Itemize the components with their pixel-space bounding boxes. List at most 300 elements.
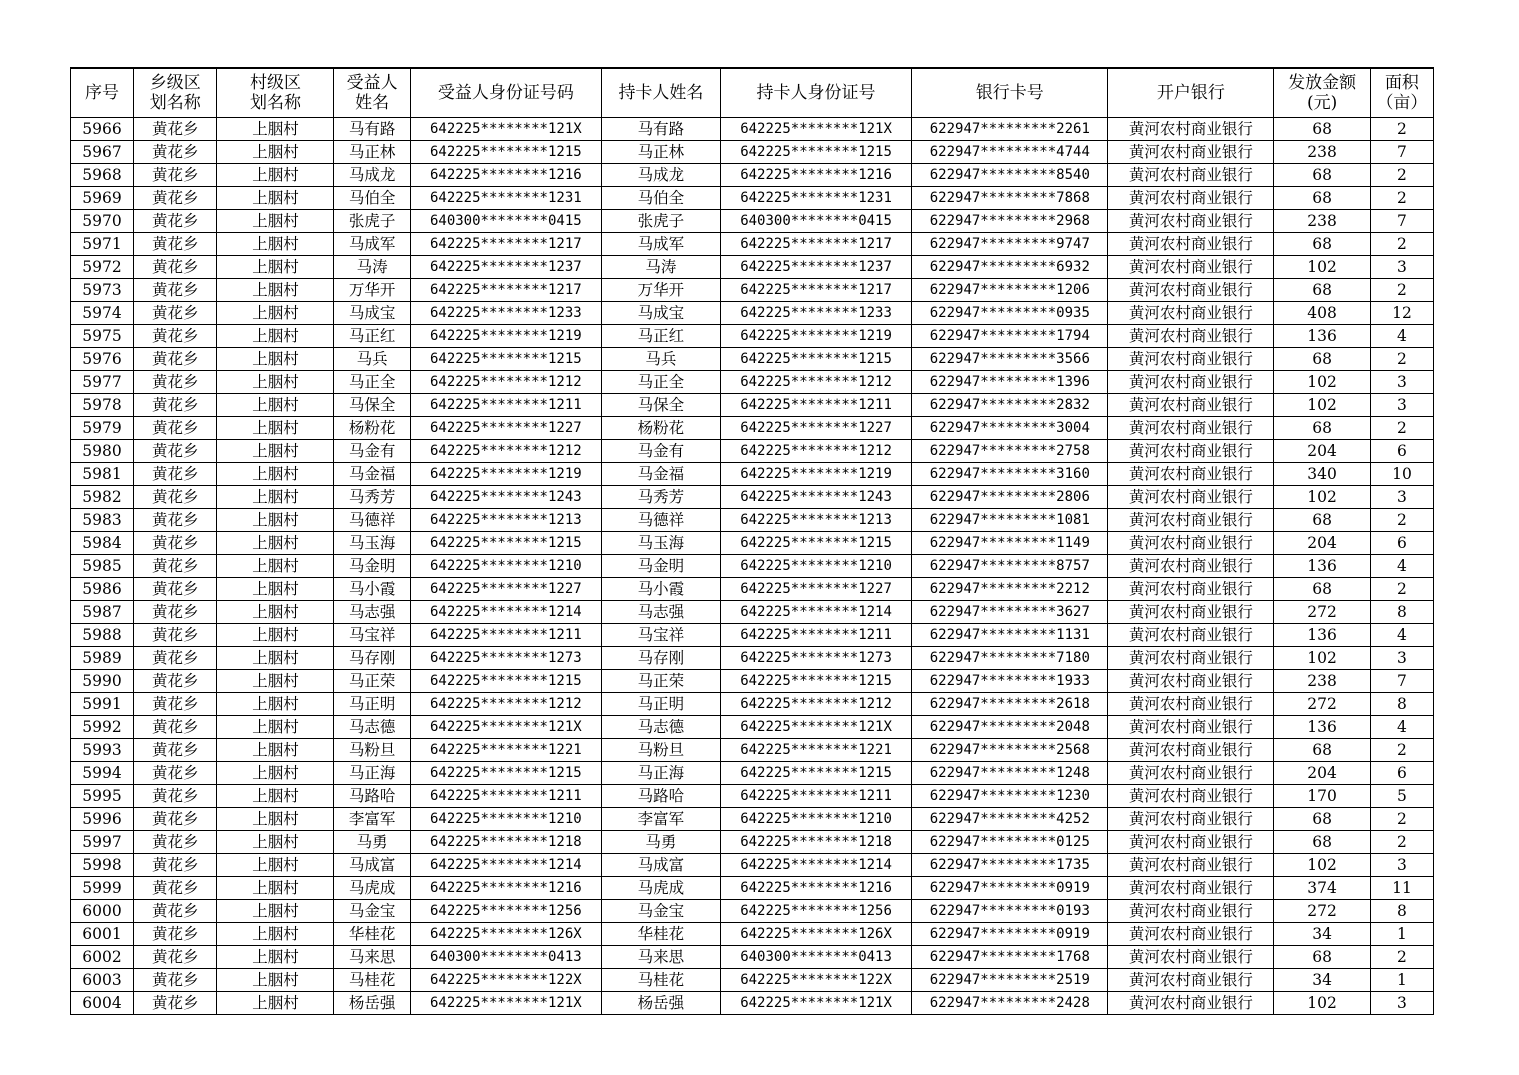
cell-area: 8	[1370, 601, 1433, 624]
table-row	[71, 624, 1434, 647]
cell-index: 5966	[71, 118, 134, 141]
cell-cardholder-id: 642225********1243	[720, 486, 911, 509]
cell-index: 5977	[71, 371, 134, 394]
table-row	[71, 233, 1434, 256]
cell-beneficiary-name: 马有路	[334, 118, 410, 141]
cell-beneficiary-name: 马正红	[334, 325, 410, 348]
cell-cardholder-name: 马成龙	[601, 164, 720, 187]
cell-bank: 黄河农村商业银行	[1108, 762, 1274, 785]
cell-township: 黄花乡	[134, 647, 217, 670]
cell-cardholder-name: 马来思	[601, 946, 720, 969]
cell-cardholder-name: 马金有	[601, 440, 720, 463]
cell-bank-card: 622947*********2832	[912, 394, 1108, 417]
cell-beneficiary-id: 642225********1233	[410, 302, 601, 325]
cell-township: 黄花乡	[134, 555, 217, 578]
cell-beneficiary-id: 642225********1218	[410, 831, 601, 854]
cell-township: 黄花乡	[134, 785, 217, 808]
cell-amount: 136	[1274, 325, 1371, 348]
cell-bank: 黄河农村商业银行	[1108, 785, 1274, 808]
cell-township: 黄花乡	[134, 716, 217, 739]
cell-bank-card: 622947*********3004	[912, 417, 1108, 440]
cell-bank-card: 622947*********0919	[912, 923, 1108, 946]
cell-index: 5987	[71, 601, 134, 624]
cell-bank: 黄河农村商业银行	[1108, 716, 1274, 739]
cell-township: 黄花乡	[134, 946, 217, 969]
cell-township: 黄花乡	[134, 509, 217, 532]
cell-bank-card: 622947*********2758	[912, 440, 1108, 463]
cell-cardholder-id: 642225********1221	[720, 739, 911, 762]
cell-beneficiary-name: 马涛	[334, 256, 410, 279]
cell-amount: 68	[1274, 946, 1371, 969]
cell-amount: 68	[1274, 578, 1371, 601]
cell-index: 5974	[71, 302, 134, 325]
cell-cardholder-name: 马勇	[601, 831, 720, 854]
cell-beneficiary-name: 马正全	[334, 371, 410, 394]
cell-area: 7	[1370, 670, 1433, 693]
cell-village: 上胭村	[217, 532, 334, 555]
table-row	[71, 877, 1434, 900]
cell-beneficiary-id: 642225********1211	[410, 785, 601, 808]
cell-area: 3	[1370, 394, 1433, 417]
cell-village: 上胭村	[217, 647, 334, 670]
cell-bank-card: 622947*********1131	[912, 624, 1108, 647]
cell-township: 黄花乡	[134, 233, 217, 256]
cell-beneficiary-id: 642225********122X	[410, 969, 601, 992]
cell-bank: 黄河农村商业银行	[1108, 463, 1274, 486]
cell-cardholder-id: 642225********1211	[720, 624, 911, 647]
table-row	[71, 670, 1434, 693]
cell-beneficiary-id: 642225********1217	[410, 279, 601, 302]
cell-cardholder-id: 642225********122X	[720, 969, 911, 992]
cell-index: 6003	[71, 969, 134, 992]
col-header-township: 乡级区 划名称	[134, 68, 217, 118]
cell-cardholder-name: 马德祥	[601, 509, 720, 532]
cell-township: 黄花乡	[134, 969, 217, 992]
cell-bank: 黄河农村商业银行	[1108, 900, 1274, 923]
cell-cardholder-name: 李富军	[601, 808, 720, 831]
cell-index: 5988	[71, 624, 134, 647]
cell-township: 黄花乡	[134, 900, 217, 923]
cell-cardholder-id: 642225********1227	[720, 578, 911, 601]
cell-village: 上胭村	[217, 164, 334, 187]
cell-area: 10	[1370, 463, 1433, 486]
cell-area: 4	[1370, 555, 1433, 578]
cell-cardholder-id: 642225********1215	[720, 532, 911, 555]
table-row	[71, 601, 1434, 624]
cell-beneficiary-name: 马存刚	[334, 647, 410, 670]
cell-cardholder-name: 马伯全	[601, 187, 720, 210]
cell-village: 上胭村	[217, 785, 334, 808]
cell-area: 2	[1370, 509, 1433, 532]
cell-township: 黄花乡	[134, 302, 217, 325]
cell-cardholder-id: 642225********1213	[720, 509, 911, 532]
cell-cardholder-name: 马小霞	[601, 578, 720, 601]
cell-area: 2	[1370, 164, 1433, 187]
cell-bank-card: 622947*********3627	[912, 601, 1108, 624]
cell-cardholder-id: 642225********1219	[720, 325, 911, 348]
cell-cardholder-id: 640300********0413	[720, 946, 911, 969]
cell-beneficiary-name: 马金有	[334, 440, 410, 463]
cell-beneficiary-id: 642225********1211	[410, 624, 601, 647]
cell-amount: 68	[1274, 233, 1371, 256]
cell-amount: 68	[1274, 509, 1371, 532]
cell-village: 上胭村	[217, 739, 334, 762]
cell-township: 黄花乡	[134, 578, 217, 601]
cell-area: 2	[1370, 118, 1433, 141]
cell-area: 8	[1370, 900, 1433, 923]
cell-beneficiary-id: 642225********1212	[410, 440, 601, 463]
cell-township: 黄花乡	[134, 923, 217, 946]
cell-bank-card: 622947*********2261	[912, 118, 1108, 141]
cell-area: 3	[1370, 854, 1433, 877]
cell-cardholder-name: 马桂花	[601, 969, 720, 992]
cell-area: 3	[1370, 992, 1433, 1015]
cell-bank: 黄河农村商业银行	[1108, 256, 1274, 279]
cell-amount: 170	[1274, 785, 1371, 808]
cell-beneficiary-id: 642225********1231	[410, 187, 601, 210]
cell-village: 上胭村	[217, 808, 334, 831]
cell-cardholder-name: 马金福	[601, 463, 720, 486]
cell-area: 3	[1370, 371, 1433, 394]
table-row	[71, 831, 1434, 854]
cell-cardholder-id: 642225********1217	[720, 233, 911, 256]
cell-index: 5985	[71, 555, 134, 578]
cell-area: 8	[1370, 693, 1433, 716]
cell-village: 上胭村	[217, 670, 334, 693]
cell-township: 黄花乡	[134, 486, 217, 509]
table-row	[71, 256, 1434, 279]
cell-township: 黄花乡	[134, 118, 217, 141]
cell-bank: 黄河农村商业银行	[1108, 486, 1274, 509]
cell-village: 上胭村	[217, 923, 334, 946]
cell-bank: 黄河农村商业银行	[1108, 555, 1274, 578]
col-header-village: 村级区 划名称	[217, 68, 334, 118]
cell-village: 上胭村	[217, 118, 334, 141]
cell-township: 黄花乡	[134, 141, 217, 164]
cell-index: 5970	[71, 210, 134, 233]
cell-bank: 黄河农村商业银行	[1108, 187, 1274, 210]
cell-index: 5980	[71, 440, 134, 463]
cell-bank-card: 622947*********1248	[912, 762, 1108, 785]
cell-amount: 238	[1274, 141, 1371, 164]
cell-beneficiary-name: 杨岳强	[334, 992, 410, 1015]
cell-amount: 272	[1274, 693, 1371, 716]
cell-beneficiary-name: 马志强	[334, 601, 410, 624]
cell-bank: 黄河农村商业银行	[1108, 670, 1274, 693]
cell-cardholder-id: 642225********1215	[720, 670, 911, 693]
cell-cardholder-name: 张虎子	[601, 210, 720, 233]
cell-village: 上胭村	[217, 877, 334, 900]
cell-bank: 黄河农村商业银行	[1108, 302, 1274, 325]
cell-area: 2	[1370, 279, 1433, 302]
cell-beneficiary-id: 642225********1215	[410, 141, 601, 164]
cell-bank-card: 622947*********1396	[912, 371, 1108, 394]
cell-cardholder-name: 马秀芳	[601, 486, 720, 509]
cell-cardholder-name: 华桂花	[601, 923, 720, 946]
table-row	[71, 762, 1434, 785]
cell-cardholder-id: 642225********1218	[720, 831, 911, 854]
cell-index: 5981	[71, 463, 134, 486]
cell-bank: 黄河农村商业银行	[1108, 325, 1274, 348]
cell-beneficiary-name: 马兵	[334, 348, 410, 371]
cell-township: 黄花乡	[134, 463, 217, 486]
cell-index: 5993	[71, 739, 134, 762]
cell-township: 黄花乡	[134, 325, 217, 348]
cell-beneficiary-name: 马正明	[334, 693, 410, 716]
cell-bank: 黄河农村商业银行	[1108, 118, 1274, 141]
cell-index: 5990	[71, 670, 134, 693]
cell-area: 2	[1370, 739, 1433, 762]
table-row	[71, 532, 1434, 555]
cell-amount: 102	[1274, 394, 1371, 417]
cell-township: 黄花乡	[134, 992, 217, 1015]
cell-index: 5975	[71, 325, 134, 348]
cell-cardholder-name: 马路哈	[601, 785, 720, 808]
cell-village: 上胭村	[217, 578, 334, 601]
cell-beneficiary-id: 642225********1215	[410, 348, 601, 371]
cell-beneficiary-id: 642225********1217	[410, 233, 601, 256]
cell-cardholder-name: 马正海	[601, 762, 720, 785]
table-row	[71, 923, 1434, 946]
cell-index: 5989	[71, 647, 134, 670]
cell-bank: 黄河农村商业银行	[1108, 233, 1274, 256]
cell-village: 上胭村	[217, 348, 334, 371]
cell-bank: 黄河农村商业银行	[1108, 394, 1274, 417]
table-row	[71, 141, 1434, 164]
cell-village: 上胭村	[217, 486, 334, 509]
cell-township: 黄花乡	[134, 693, 217, 716]
cell-amount: 136	[1274, 555, 1371, 578]
cell-index: 5978	[71, 394, 134, 417]
cell-beneficiary-id: 642225********121X	[410, 992, 601, 1015]
cell-cardholder-id: 642225********121X	[720, 716, 911, 739]
table-row	[71, 969, 1434, 992]
cell-village: 上胭村	[217, 624, 334, 647]
cell-area: 3	[1370, 647, 1433, 670]
table-row	[71, 647, 1434, 670]
subsidy-table	[70, 67, 1434, 1015]
cell-area: 4	[1370, 325, 1433, 348]
cell-amount: 102	[1274, 371, 1371, 394]
cell-cardholder-id: 642225********1212	[720, 693, 911, 716]
cell-amount: 68	[1274, 739, 1371, 762]
cell-village: 上胭村	[217, 555, 334, 578]
cell-amount: 136	[1274, 624, 1371, 647]
table-row	[71, 785, 1434, 808]
cell-bank: 黄河农村商业银行	[1108, 923, 1274, 946]
cell-cardholder-id: 642225********1231	[720, 187, 911, 210]
cell-index: 5992	[71, 716, 134, 739]
cell-beneficiary-name: 马保全	[334, 394, 410, 417]
col-header-beneficiary-name: 受益人 姓名	[334, 68, 410, 118]
cell-cardholder-id: 642225********1212	[720, 371, 911, 394]
cell-village: 上胭村	[217, 992, 334, 1015]
cell-area: 1	[1370, 923, 1433, 946]
cell-bank-card: 622947*********7180	[912, 647, 1108, 670]
cell-beneficiary-id: 642225********1219	[410, 463, 601, 486]
cell-index: 5973	[71, 279, 134, 302]
cell-cardholder-id: 642225********121X	[720, 992, 911, 1015]
cell-beneficiary-id: 642225********1212	[410, 693, 601, 716]
table-row	[71, 555, 1434, 578]
cell-beneficiary-id: 642225********1211	[410, 394, 601, 417]
cell-area: 6	[1370, 532, 1433, 555]
cell-bank-card: 622947*********2568	[912, 739, 1108, 762]
cell-cardholder-name: 杨粉花	[601, 417, 720, 440]
cell-beneficiary-name: 马来思	[334, 946, 410, 969]
cell-cardholder-id: 642225********1214	[720, 601, 911, 624]
cell-township: 黄花乡	[134, 854, 217, 877]
cell-bank-card: 622947*********1081	[912, 509, 1108, 532]
cell-area: 6	[1370, 440, 1433, 463]
cell-village: 上胭村	[217, 716, 334, 739]
cell-bank: 黄河农村商业银行	[1108, 279, 1274, 302]
cell-amount: 408	[1274, 302, 1371, 325]
table-row	[71, 900, 1434, 923]
cell-area: 2	[1370, 578, 1433, 601]
cell-beneficiary-name: 马成宝	[334, 302, 410, 325]
cell-cardholder-name: 万华开	[601, 279, 720, 302]
cell-amount: 204	[1274, 532, 1371, 555]
cell-beneficiary-name: 马金明	[334, 555, 410, 578]
cell-amount: 34	[1274, 923, 1371, 946]
cell-bank-card: 622947*********3566	[912, 348, 1108, 371]
cell-bank-card: 622947*********2212	[912, 578, 1108, 601]
cell-village: 上胭村	[217, 854, 334, 877]
cell-cardholder-name: 马涛	[601, 256, 720, 279]
cell-beneficiary-name: 马宝祥	[334, 624, 410, 647]
cell-amount: 102	[1274, 854, 1371, 877]
cell-village: 上胭村	[217, 417, 334, 440]
cell-index: 6001	[71, 923, 134, 946]
cell-village: 上胭村	[217, 601, 334, 624]
cell-beneficiary-id: 642225********1216	[410, 877, 601, 900]
cell-beneficiary-id: 642225********1256	[410, 900, 601, 923]
cell-cardholder-name: 马兵	[601, 348, 720, 371]
cell-cardholder-id: 640300********0415	[720, 210, 911, 233]
cell-cardholder-name: 马正荣	[601, 670, 720, 693]
table-row	[71, 578, 1434, 601]
cell-beneficiary-id: 642225********1216	[410, 164, 601, 187]
cell-beneficiary-id: 642225********1227	[410, 417, 601, 440]
cell-cardholder-name: 马志德	[601, 716, 720, 739]
cell-area: 2	[1370, 946, 1433, 969]
table-row	[71, 992, 1434, 1015]
cell-township: 黄花乡	[134, 417, 217, 440]
cell-area: 7	[1370, 141, 1433, 164]
cell-bank-card: 622947*********4744	[912, 141, 1108, 164]
cell-beneficiary-name: 马粉旦	[334, 739, 410, 762]
cell-cardholder-id: 642225********1210	[720, 555, 911, 578]
cell-amount: 68	[1274, 118, 1371, 141]
cell-beneficiary-id: 642225********1212	[410, 371, 601, 394]
cell-beneficiary-name: 马玉海	[334, 532, 410, 555]
cell-village: 上胭村	[217, 693, 334, 716]
cell-cardholder-name: 马正全	[601, 371, 720, 394]
cell-township: 黄花乡	[134, 670, 217, 693]
cell-village: 上胭村	[217, 325, 334, 348]
cell-cardholder-name: 马志强	[601, 601, 720, 624]
table-row	[71, 187, 1434, 210]
cell-beneficiary-name: 马正荣	[334, 670, 410, 693]
cell-bank-card: 622947*********2806	[912, 486, 1108, 509]
cell-cardholder-id: 642225********1216	[720, 877, 911, 900]
cell-amount: 204	[1274, 440, 1371, 463]
cell-cardholder-id: 642225********1216	[720, 164, 911, 187]
cell-village: 上胭村	[217, 831, 334, 854]
cell-area: 6	[1370, 762, 1433, 785]
table-row	[71, 739, 1434, 762]
cell-beneficiary-name: 马成龙	[334, 164, 410, 187]
cell-amount: 374	[1274, 877, 1371, 900]
cell-beneficiary-id: 640300********0413	[410, 946, 601, 969]
cell-amount: 68	[1274, 348, 1371, 371]
cell-bank: 黄河农村商业银行	[1108, 440, 1274, 463]
cell-beneficiary-id: 642225********1210	[410, 555, 601, 578]
cell-township: 黄花乡	[134, 279, 217, 302]
cell-village: 上胭村	[217, 509, 334, 532]
cell-index: 6000	[71, 900, 134, 923]
cell-area: 1	[1370, 969, 1433, 992]
table-row	[71, 486, 1434, 509]
cell-township: 黄花乡	[134, 739, 217, 762]
cell-amount: 68	[1274, 808, 1371, 831]
cell-beneficiary-id: 642225********1243	[410, 486, 601, 509]
cell-cardholder-id: 642225********1212	[720, 440, 911, 463]
cell-amount: 68	[1274, 279, 1371, 302]
cell-index: 5984	[71, 532, 134, 555]
cell-township: 黄花乡	[134, 624, 217, 647]
cell-cardholder-id: 642225********121X	[720, 118, 911, 141]
cell-village: 上胭村	[217, 946, 334, 969]
cell-bank-card: 622947*********9747	[912, 233, 1108, 256]
cell-beneficiary-id: 642225********1214	[410, 601, 601, 624]
cell-village: 上胭村	[217, 233, 334, 256]
cell-index: 5969	[71, 187, 134, 210]
cell-index: 5983	[71, 509, 134, 532]
cell-bank-card: 622947*********2428	[912, 992, 1108, 1015]
cell-beneficiary-id: 642225********1215	[410, 762, 601, 785]
cell-beneficiary-name: 华桂花	[334, 923, 410, 946]
cell-bank: 黄河农村商业银行	[1108, 371, 1274, 394]
cell-bank-card: 622947*********7868	[912, 187, 1108, 210]
cell-township: 黄花乡	[134, 440, 217, 463]
cell-beneficiary-id: 642225********121X	[410, 118, 601, 141]
cell-beneficiary-name: 马伯全	[334, 187, 410, 210]
cell-bank-card: 622947*********0935	[912, 302, 1108, 325]
cell-bank: 黄河农村商业银行	[1108, 417, 1274, 440]
cell-cardholder-name: 马玉海	[601, 532, 720, 555]
table-row	[71, 394, 1434, 417]
cell-beneficiary-name: 万华开	[334, 279, 410, 302]
col-header-bank: 开户银行	[1108, 68, 1274, 118]
cell-village: 上胭村	[217, 141, 334, 164]
cell-bank: 黄河农村商业银行	[1108, 578, 1274, 601]
cell-bank: 黄河农村商业银行	[1108, 601, 1274, 624]
cell-bank-card: 622947*********2048	[912, 716, 1108, 739]
cell-area: 2	[1370, 233, 1433, 256]
cell-beneficiary-id: 642225********1210	[410, 808, 601, 831]
cell-township: 黄花乡	[134, 831, 217, 854]
cell-township: 黄花乡	[134, 601, 217, 624]
cell-beneficiary-id: 642225********1221	[410, 739, 601, 762]
cell-index: 5994	[71, 762, 134, 785]
cell-cardholder-name: 马保全	[601, 394, 720, 417]
cell-area: 2	[1370, 187, 1433, 210]
cell-amount: 340	[1274, 463, 1371, 486]
cell-area: 11	[1370, 877, 1433, 900]
cell-cardholder-id: 642225********1273	[720, 647, 911, 670]
